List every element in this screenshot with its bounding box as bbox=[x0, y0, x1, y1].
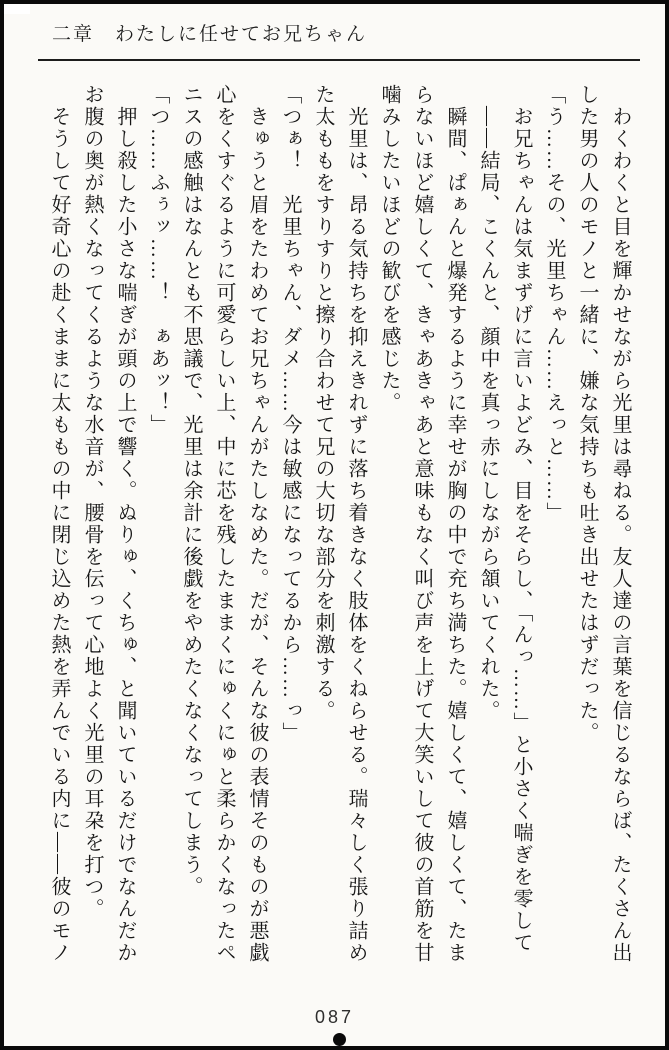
text-line: 「つ……ふぅッ……！ ぁあッ！」 bbox=[147, 84, 169, 436]
text-line: きゅうと眉をたわめてお兄ちゃんがたしなめた。だが、そんな彼の表情そのものが悪戯 bbox=[246, 106, 268, 964]
scan-corner-artifact bbox=[0, 0, 30, 14]
text-line: 押し殺した小さな喘ぎが頭の上で響く。ぬりゅ、くちゅ、と聞いているだけでなんだか bbox=[114, 106, 136, 964]
header-divider bbox=[38, 59, 640, 61]
page-number: 087 bbox=[314, 1007, 355, 1027]
text-line: らないほど嬉しくて、きゃあきゃあと意味もなく叫び声を上げて大笑いして彼の首筋を甘 bbox=[411, 84, 433, 964]
text-line: お腹の奥が熱くなってくるような水音が、腰骨を伝って心地よく光里の耳朶を打つ。 bbox=[81, 84, 103, 920]
text-line: 光里は、昂る気持ちを抑えきれずに落ち着きなく肢体をくねらせる。瑞々しく張り詰め bbox=[345, 106, 367, 964]
body-text-block bbox=[42, 84, 636, 976]
binding-mark-stem bbox=[339, 1045, 340, 1050]
chapter-title: 二章 わたしに任せてお兄ちゃん bbox=[52, 24, 368, 45]
text-line: 噛みしたいほどの歓びを感じた。 bbox=[378, 84, 400, 414]
text-line: お兄ちゃんは気まずげに言いよどみ、目をそらし、「んっ……」と小さく喘ぎを零して bbox=[510, 106, 532, 954]
text-line: た太ももをすりすりと擦り合わせて兄の大切な部分を刺激する。 bbox=[312, 84, 334, 722]
text-line: ――結局、こくんと、顔中を真っ赤にしながら頷いてくれた。 bbox=[477, 106, 499, 722]
text-line: 瞬間、ぱぁんと爆発するように幸せが胸の中で充ち満ちた。嬉しくて、嬉しくて、たま bbox=[444, 106, 466, 964]
text-line: わくわくと目を輝かせながら光里は尋ねる。友人達の言葉を信じるならば、たくさん出 bbox=[609, 106, 631, 964]
text-line: 「つぁ！ 光里ちゃん、ダメ……今は敏感になってるから……っ」 bbox=[279, 84, 301, 744]
text-line: ニスの感触はなんとも不思議で、光里は余計に後戯をやめたくなくなってしまう。 bbox=[180, 84, 202, 898]
text-line: 「う……その、光里ちゃん……えっと……」 bbox=[543, 84, 565, 524]
text-line: そうして好奇心の赴くままに太ももの中に閉じ込めた熱を弄んでいる内に――彼のモノ bbox=[48, 106, 70, 964]
text-line: 心をくすぐるように可愛らしい上、中に芯を残したままくにゅくにゅと柔らかくなったペ bbox=[213, 84, 235, 964]
text-line: した男の人のモノと一緒に、嫌な気持ちも吐き出せたはずだった。 bbox=[576, 84, 598, 744]
